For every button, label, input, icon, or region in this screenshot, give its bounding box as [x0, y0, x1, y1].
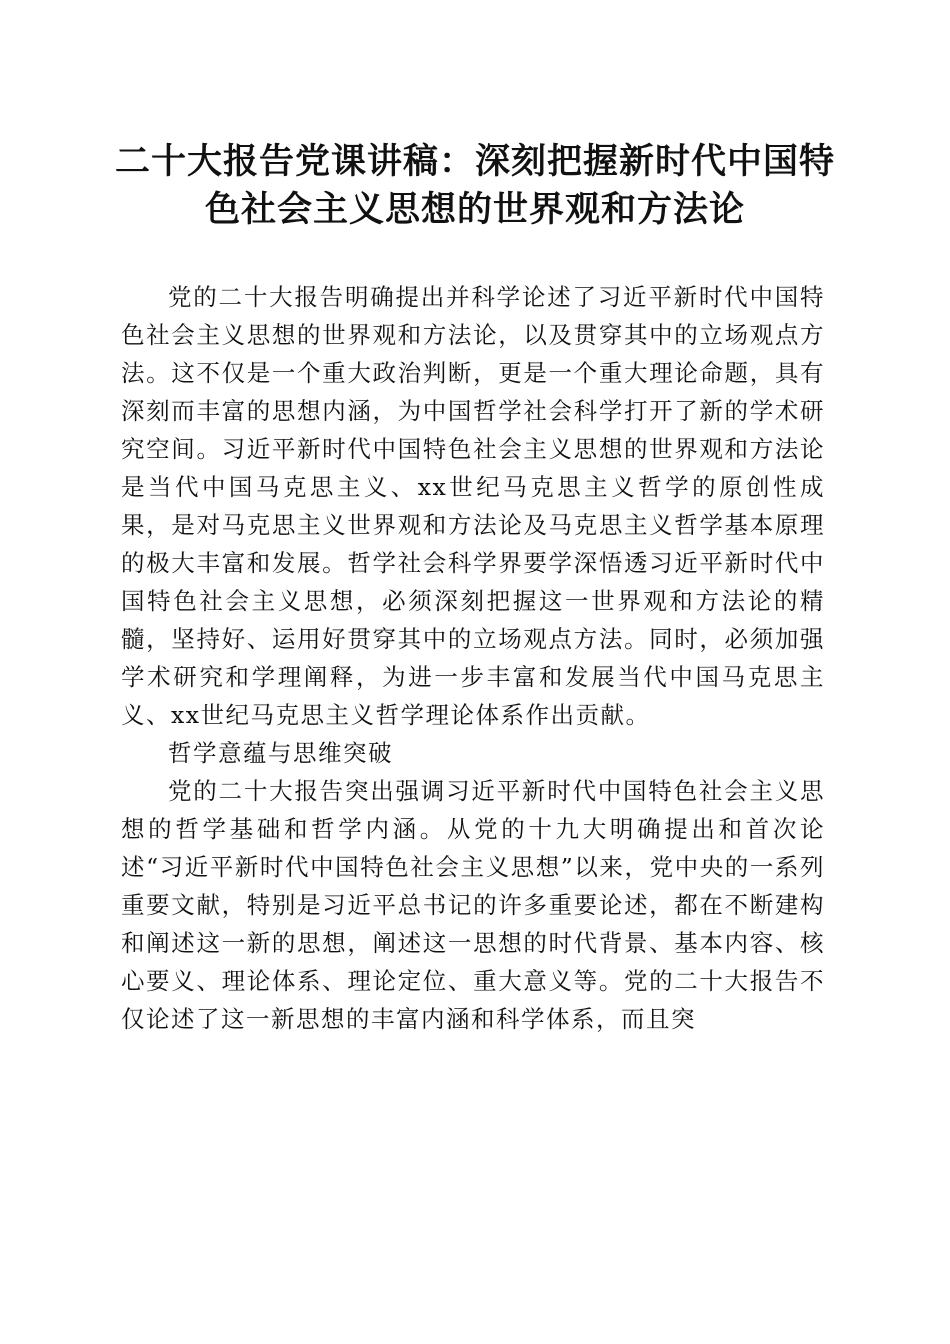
section-heading: 哲学意蕴与思维突破 — [168, 739, 393, 767]
document-title: 二十大报告党课讲稿：深刻把握新时代中国特色社会主义思想的世界观和方法论 — [114, 141, 835, 230]
section-paragraph: 党的二十大报告突出强调习近平新时代中国特色社会主义思想的哲学基础和哲学内涵。从党的十九大明确提出和首次论述“习近平新时代中国特色社会主义思想”以来，党中央的一系列重要文献，特别是习近平总书记的许多重要论述，都在不断建构和阐述这一新的思想，阐述这一思想的时代背景、基本内容、核心要义、理论体系、理论定位、重大意义等。党的二十大报告不仅论述了这一新思想的丰富内涵和科学体系，而且突 — [121, 777, 825, 1033]
intro-paragraph: 党的二十大报告明确提出并科学论述了习近平新时代中国特色社会主义思想的世界观和方法论，以及贯穿其中的立场观点方法。这不仅是一个重大政治判断，更是一个重大理论命题，具有深刻而丰富的思想内涵，为中国哲学社会科学打开了新的学术研究空间。习近平新时代中国特色社会主义思想的世界观和方法论是当代中国马克思主义、xx世纪马克思主义哲学的原创性成果，是对马克思主义世界观和方法论及马克思主义哲学基本原理的极大丰富和发展。哲学社会科学界要学深悟透习近平新时代中国特色社会主义思想，必须深刻把握这一世界观和方法论的精髓，坚持好、运用好贯穿其中的立场观点方法。同时，必须加强学术研究和学理阐释，为进一步丰富和发展当代中国马克思主义、xx世纪马克思主义哲学理论体系作出贡献。 — [121, 283, 825, 729]
document-body — [121, 278, 825, 1038]
